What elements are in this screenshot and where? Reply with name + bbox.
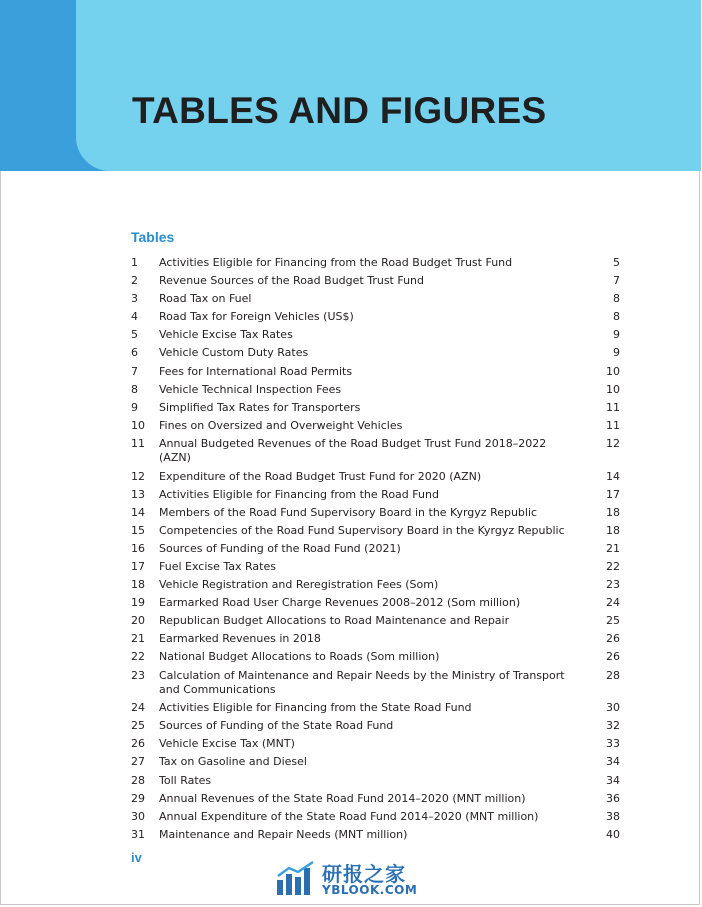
toc-number: 17 [131,560,145,573]
toc-number: 19 [131,596,145,610]
toc-row[interactable] [131,292,620,307]
toc-row[interactable] [131,737,620,752]
toc-number: 11 [131,436,145,450]
toc-title: Vehicle Technical Inspection Fees [159,382,342,396]
toc-number: 21 [131,632,145,646]
toc-row[interactable] [131,560,620,575]
toc-page-number: 32 [606,719,620,733]
toc-number: 30 [131,809,145,823]
toc-row[interactable] [131,437,620,466]
toc-page-number: 34 [606,773,620,787]
toc-title: Vehicle Custom Duty Rates [159,346,309,360]
toc-page-number: 28 [606,668,620,682]
toc-title: Calculation of Maintenance and Repair Needs by the Ministry of Transport and Communications [159,668,565,697]
toc-row[interactable] [131,470,620,485]
toc-number: 16 [131,541,145,555]
toc-page-number: 12 [606,436,620,450]
toc-row[interactable] [131,650,620,665]
toc-title: Sources of Funding of the Road Fund (2021) [159,541,401,555]
toc-number: 15 [131,523,145,537]
toc-row[interactable] [131,365,620,380]
toc-title: Expenditure of the Road Budget Trust Fund for 2020 (AZN) [159,469,482,483]
toc-page-number: 11 [606,418,620,432]
toc-title: Tax on Gasoline and Diesel [159,755,307,769]
toc-row[interactable] [131,506,620,521]
toc-title: Annual Revenues of the State Road Fund 2014–2020 (MNT million) [159,791,526,805]
toc-page-number: 18 [606,523,620,537]
toc-title: Fines on Oversized and Overweight Vehicles [159,418,403,432]
toc-row[interactable] [131,401,620,416]
toc-number: 24 [131,701,145,715]
toc-title: Vehicle Excise Tax Rates [159,328,293,342]
toc-number: 25 [131,719,145,733]
toc-title: Activities Eligible for Financing from the State Road Fund [159,701,472,715]
toc-title: Vehicle Registration and Reregistration Fees (Som) [159,578,439,592]
toc-row[interactable] [131,383,620,398]
toc-number: 20 [131,614,145,628]
toc-number: 23 [131,668,145,682]
toc-row[interactable] [131,614,620,629]
toc-row[interactable] [131,419,620,434]
toc-page-number: 23 [606,578,620,592]
toc-title: Simplified Tax Rates for Transporters [159,400,361,414]
toc-number: 9 [131,400,138,414]
toc-row[interactable] [131,524,620,539]
toc-page-number: 21 [606,541,620,555]
toc-row[interactable] [131,632,620,647]
toc-number: 4 [131,310,138,324]
bar-chart-logo-icon [276,860,316,896]
toc-page-number: 38 [606,809,620,823]
toc-number: 3 [131,292,138,306]
toc-number: 31 [131,827,145,841]
toc-title: Competencies of the Road Fund Supervisory Board in the Kyrgyz Republic [159,523,565,537]
toc-page-number: 14 [606,469,620,483]
toc-title: Revenue Sources of the Road Budget Trust Fund [159,274,425,288]
toc-row[interactable] [131,792,620,807]
toc-page-number: 11 [606,400,620,414]
toc-page-number: 34 [606,755,620,769]
page-number: iv [131,850,142,865]
toc-title: Vehicle Excise Tax (MNT) [159,737,295,751]
toc-title: Annual Budgeted Revenues of the Road Budget Trust Fund 2018–2022 (AZN) [159,436,547,465]
toc-title: Annual Expenditure of the State Road Fund 2014–2020 (MNT million) [159,809,539,823]
toc-row[interactable] [131,596,620,611]
toc-page-number: 18 [606,505,620,519]
toc-number: 26 [131,737,145,751]
toc-title: Fuel Excise Tax Rates [159,560,276,573]
toc-row[interactable] [131,488,620,503]
toc-page-number: 33 [606,737,620,751]
toc-page-number: 10 [606,382,620,396]
toc-page-number: 9 [613,328,620,342]
toc-row[interactable] [131,719,620,734]
toc-row[interactable] [131,328,620,343]
toc-page-number: 22 [606,560,620,573]
toc-title: Activities Eligible for Financing from the Road Budget Trust Fund [159,256,513,269]
toc-row[interactable] [131,828,620,843]
watermark-site-text: YBLOOK.COM [322,883,418,897]
toc-number: 7 [131,364,138,378]
toc-page-number: 17 [606,487,620,501]
toc-page-number: 26 [606,632,620,646]
toc-page-number: 8 [613,310,620,324]
toc-number: 6 [131,346,138,360]
toc-number: 14 [131,505,145,519]
toc-number: 18 [131,578,145,592]
toc-title: Toll Rates [159,773,212,787]
toc-title: Activities Eligible for Financing from the Road Fund [159,487,439,501]
toc-number: 12 [131,469,145,483]
toc-title: National Budget Allocations to Roads (Som million) [159,650,440,664]
toc-page-number: 25 [606,614,620,628]
toc-title: Road Tax for Foreign Vehicles (US$) [159,310,354,324]
toc-row[interactable] [131,810,620,825]
toc-row[interactable] [131,274,620,289]
toc-page-number: 26 [606,650,620,664]
toc-page-number: 7 [613,274,620,288]
toc-page-number: 9 [613,346,620,360]
tables-list [131,256,620,846]
toc-page-number: 24 [606,596,620,610]
toc-title: Fees for International Road Permits [159,364,353,378]
toc-page-number: 40 [606,827,620,841]
toc-number: 8 [131,382,138,396]
toc-title: Members of the Road Fund Supervisory Board in the Kyrgyz Republic [159,505,538,519]
toc-row[interactable] [131,346,620,361]
toc-number: 1 [131,256,138,269]
toc-title: Republican Budget Allocations to Road Maintenance and Repair [159,614,510,628]
toc-number: 2 [131,274,138,288]
toc-title: Earmarked Road User Charge Revenues 2008–2012 (Som million) [159,596,521,610]
toc-number: 5 [131,328,138,342]
toc-row[interactable] [131,701,620,716]
watermark-chinese-text: 研报之家 [322,862,406,886]
toc-number: 27 [131,755,145,769]
toc-row[interactable] [131,669,620,698]
toc-title: Road Tax on Fuel [159,292,252,306]
toc-number: 10 [131,418,145,432]
toc-row[interactable] [131,755,620,770]
toc-number: 29 [131,791,145,805]
toc-row[interactable] [131,256,620,271]
page-title: TABLES AND FIGURES [132,90,547,131]
toc-title: Earmarked Revenues in 2018 [159,632,321,646]
toc-title: Maintenance and Repair Needs (MNT million) [159,827,408,841]
toc-page-number: 8 [613,292,620,306]
toc-number: 22 [131,650,145,664]
toc-number: 28 [131,773,145,787]
toc-row[interactable] [131,578,620,593]
toc-row[interactable] [131,542,620,557]
section-heading-tables: Tables [131,229,175,245]
toc-title: Sources of Funding of the State Road Fund [159,719,394,733]
header-banner [76,0,701,171]
toc-page-number: 10 [606,364,620,378]
toc-page-number: 36 [606,791,620,805]
toc-row[interactable] [131,774,620,789]
toc-number: 13 [131,487,145,501]
toc-page-number: 5 [613,256,620,269]
toc-page-number: 30 [606,701,620,715]
toc-row[interactable] [131,310,620,325]
watermark [276,858,436,898]
